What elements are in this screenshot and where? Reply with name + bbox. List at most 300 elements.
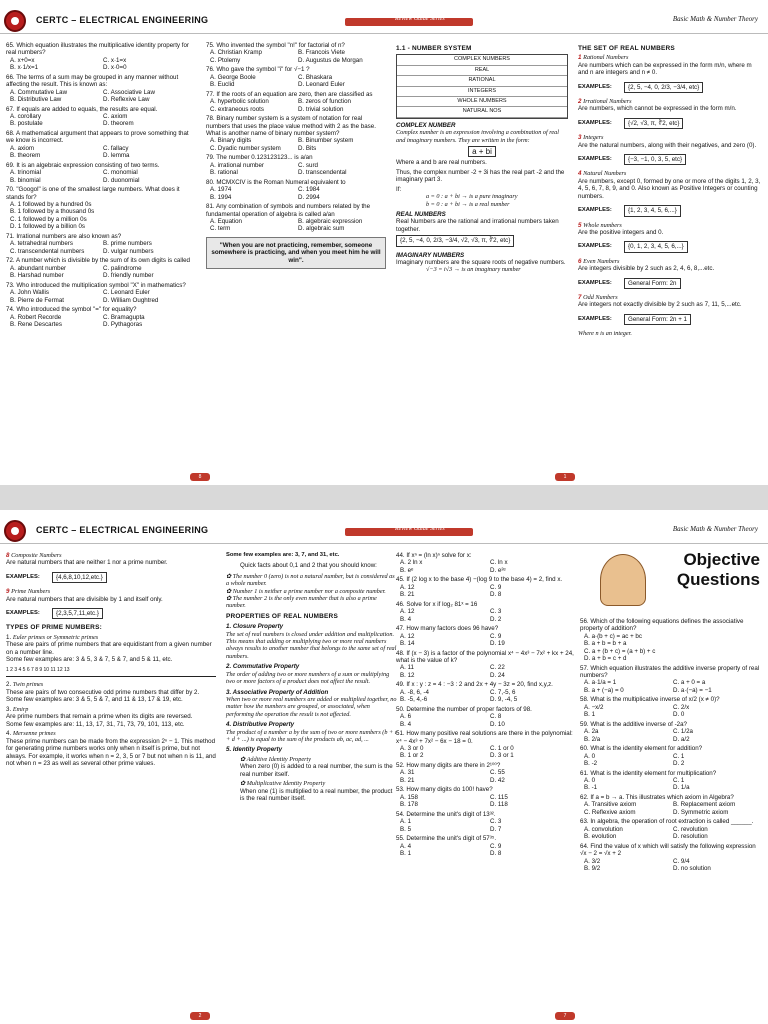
answer-option: B. Pierre de Fermat (10, 296, 64, 304)
set-item-heading (578, 98, 762, 105)
identity-item (240, 756, 398, 778)
answer-option: A. −x/2 (584, 703, 604, 711)
answer-option: A. 4 (400, 842, 412, 850)
real-text: Real Numbers are the rational and irrational numbers taken together. (396, 218, 559, 233)
prime-type-examples: Some few examples are: 3 & 5, 3 & 7, 5 & 7, and 5 & 11, etc. (6, 656, 173, 664)
answer-options (206, 98, 386, 113)
answer-option: C. Leonard Euler (103, 289, 150, 297)
set-item-heading (6, 588, 216, 595)
prime-type-name: Twin primes (12, 681, 44, 689)
question-item (206, 203, 386, 233)
brand-title: CERTC – ELECTRICAL ENGINEERING (36, 525, 209, 535)
answer-option: C. 7,-5, 6 (490, 688, 516, 696)
answer-options (396, 794, 580, 809)
answer-option: C. 9 (490, 583, 502, 591)
answer-options (6, 265, 196, 280)
question-text: 74. Who introduced the symbol "=" for equality? (6, 306, 137, 314)
answer-options (396, 769, 580, 784)
set-item-number: 6 (578, 257, 584, 265)
answer-option: C. 55 (490, 769, 505, 777)
answer-option: A. 0 (584, 752, 596, 760)
prime-type-number: 1. (6, 633, 13, 641)
set-item (6, 552, 216, 585)
answer-option: B. Binumber system (298, 137, 354, 145)
answer-option: D. transcendental (298, 169, 347, 177)
answer-option: A. 1 followed by a hundred 0s (10, 201, 92, 209)
property-item (226, 663, 398, 685)
answer-option: D. 7 (490, 825, 502, 833)
series-label: Review Guide Series (395, 526, 445, 532)
number-system-col (396, 42, 568, 274)
number-system-tree (396, 54, 568, 118)
fact-item: ✿ The number 2 is the only even number that is also a prime number. (226, 595, 377, 610)
answer-option: C. Associative Law (103, 88, 155, 96)
answer-option: A. 31 (400, 769, 415, 777)
answer-option: C. Bhaskara (298, 73, 333, 81)
property-desc: The set of real numbers is closed under addition and multiplication. This means that adding or multiplying two or more real numbers always results to another number that belongs to the same set of real numbers. (226, 630, 397, 660)
answer-option: A. corollary (10, 113, 41, 121)
property-name: 2. Commutative Property (226, 663, 300, 671)
where-note: Where n is an integer. (578, 330, 632, 338)
objective-line2: Questions (676, 570, 760, 589)
question-item (6, 130, 196, 160)
answer-option: B. 21 (400, 591, 415, 599)
answer-option: C. Bramagupta (103, 313, 145, 321)
answer-options (580, 633, 762, 663)
page-header (0, 8, 768, 34)
answer-option: A. 1974 (210, 186, 232, 194)
question-text: 78. Binary number system is a system of notation for real numbers that uses the place value method with 2 as the base. What is another name of binary number system? (206, 115, 376, 138)
set-item-desc: Are integers divisible by 2 such as 2, 4, 6, 8,...etc. (578, 265, 715, 273)
prime-numbers-col (6, 552, 216, 770)
set-item-heading (578, 294, 762, 301)
tree-node: WHOLE NUMBERS (397, 97, 567, 107)
examples-label: EXAMPLES: (578, 243, 612, 250)
answer-option: D. 1 followed by a billion 0s (10, 223, 85, 231)
questions-col-65-74 (6, 42, 196, 331)
section-title: 1.1 - NUMBER SYSTEM (396, 45, 472, 52)
answer-option: B. evolution (584, 833, 617, 841)
series-label: Review Guide Series (395, 16, 445, 22)
question-text: 51. How many positive real solutions are there in the polynomial: x⁴ − 4x³ + 7x² − 6x − 18 = 0. (396, 730, 573, 745)
answer-option: A. 12 (400, 583, 415, 591)
answer-option: D. 10 (490, 720, 505, 728)
answer-option: C. 8 (490, 713, 502, 721)
answer-options (6, 169, 196, 184)
question-text: 58. What is the multiplicative inverse of x/2 (x ≠ 0)? (580, 696, 720, 704)
set-item-name: Composite Numbers (11, 552, 62, 559)
answer-option: A. John Wallis (10, 289, 49, 297)
answer-option: A. Robert Recorde (10, 313, 62, 321)
question-text: 60. What is the identity element for addition? (580, 745, 703, 753)
answer-option: D. lemma (103, 152, 130, 160)
examples-label: EXAMPLES: (578, 83, 612, 90)
identity-name: ✿ Additive Identity Property (240, 755, 311, 763)
certc-logo (4, 10, 26, 32)
answer-option: C. 9 (490, 632, 502, 640)
page-spread-top (0, 0, 768, 485)
answer-option: C. Reflexive axiom (584, 808, 636, 816)
question-item (396, 681, 580, 703)
examples-set: {−3, −1, 0, 3, 5, etc} (624, 154, 686, 165)
answer-option: B. a + (−a) = 0 (584, 686, 624, 694)
real-example: {2, 5, −4, 0, 2/3, −3/4, √2, √3, π, ∛2, etc} (396, 235, 514, 246)
answer-options (396, 745, 580, 760)
if-line: a = 0 : a + bi → is a pure imaginary (426, 193, 518, 201)
examples-row (578, 239, 762, 254)
question-item (6, 306, 196, 328)
prime-type (6, 730, 216, 767)
set-item-name: Natural Numbers (583, 170, 627, 178)
page-number-left: 2 (190, 1012, 210, 1020)
brand-title: CERTC – ELECTRICAL ENGINEERING (36, 15, 209, 25)
prime-type-name: Emirp (12, 705, 29, 713)
answer-options (396, 689, 580, 704)
examples-set: {√2, √3, π, ∛2, etc} (624, 118, 683, 129)
answer-option: B. 1994 (210, 193, 232, 201)
answer-option: A. 3 or 0 (400, 745, 424, 753)
answer-options (396, 713, 580, 728)
examples-label: EXAMPLES: (6, 573, 40, 580)
question-text: 65. Which equation illustrates the multiplicative identity property for real numbers? (6, 42, 189, 57)
answer-option: D. vulgar numbers (103, 247, 154, 255)
question-item (396, 762, 580, 784)
answer-options (6, 145, 196, 160)
examples-label: EXAMPLES: (578, 279, 612, 286)
answer-option: A. Commutative Law (10, 88, 68, 96)
if-label: If: (396, 185, 402, 193)
answer-option: A. axiom (10, 144, 35, 152)
prime-type-desc: These prime numbers can be made from the expression 2ⁿ − 1. This method for generating prime numbers works only when n itself is prime, but not always. For example, it works when n = 2, 3, 5 or 7 but not when n is 11, and not when n = 23 as well as several other prime values. (6, 737, 216, 767)
answer-option: D. 118 (490, 801, 508, 809)
answer-option: B. 21 (400, 776, 415, 784)
prime-type-desc: These are pairs of prime numbers that are equidistant from a given number on a number line. (6, 641, 212, 656)
question-item (6, 233, 196, 255)
answer-option: B. Harshad number (10, 272, 64, 280)
answer-options (206, 218, 386, 233)
answer-option: A. trinomial (10, 169, 41, 177)
questions-col-44-55 (396, 552, 580, 860)
answer-option: B. 5 (400, 825, 412, 833)
answer-options (206, 137, 386, 152)
set-item-name: Whole numbers (583, 221, 622, 229)
tree-node: NATURAL NOS (397, 107, 567, 117)
answer-option: D. Augustus de Morgan (298, 56, 363, 64)
answer-options (396, 818, 580, 833)
property-desc: When two or more real numbers are added or multiplied together, no matter how the numbers are grouped, or associated, when performing the operation the result is not affected. (226, 695, 397, 718)
answer-option: C. 2/x (673, 703, 690, 711)
answer-option: C. fallacy (103, 144, 129, 152)
answer-option: C. 3 (490, 818, 502, 826)
answer-options (6, 113, 196, 128)
set-item-heading (578, 54, 762, 61)
question-item (396, 601, 580, 623)
answer-option: D. duonomial (103, 176, 140, 184)
answer-option: C. transcendental numbers (10, 247, 85, 255)
answer-option: D. 8 (490, 850, 502, 858)
answer-option: B. x·1/x=1 (10, 64, 39, 72)
tree-node: RATIONAL (397, 76, 567, 86)
question-text: 61. What is the identity element for multiplication? (580, 769, 717, 777)
answer-option: A. convolution (584, 825, 623, 833)
imag-title: IMAGINARY NUMBERS (396, 251, 465, 259)
answer-option: C. 1 (673, 752, 685, 760)
series-bar (345, 528, 473, 536)
answer-option: B. -2 (584, 760, 598, 768)
prime-type-heading (6, 634, 216, 641)
question-item (206, 91, 386, 113)
set-item-desc: Are natural numbers that are divisible by 1 and itself only. (6, 595, 163, 603)
property-name: 1. Closure Property (226, 623, 284, 631)
certc-logo (4, 520, 26, 542)
answer-options (206, 74, 386, 89)
question-text: 59. What is the additive inverse of -2a? (580, 720, 687, 728)
answer-option: A. George Boole (210, 73, 256, 81)
page-header (0, 518, 768, 544)
questions-col-56-64 (580, 618, 762, 875)
answer-option: C. Dyadic number system (210, 144, 281, 152)
answer-option: D. resolution (673, 833, 708, 841)
answer-option: B. -5, 4,-6 (400, 696, 428, 704)
prime-type-heading (6, 681, 216, 688)
examples-label: EXAMPLES: (578, 207, 612, 214)
identity-desc: When one (1) is multiplied to a real number, the product is the real number itself. (240, 787, 393, 803)
set-item-name: Rational Numbers (583, 54, 629, 62)
answer-option: B. 9/2 (584, 865, 601, 873)
answer-option: B. 14 (400, 640, 415, 648)
answer-option: B. algebraic expression (298, 218, 363, 226)
question-item (396, 650, 580, 680)
set-item-name: Odd Numbers (583, 293, 618, 301)
set-item-heading (578, 134, 762, 141)
question-item (396, 835, 580, 857)
question-text: 52. How many digits are there in 2¹⁰⁰? (396, 762, 501, 770)
answer-option: C. monomial (103, 169, 138, 177)
set-item-heading (578, 258, 762, 265)
question-text: 44. If xⁿ = (ln x)ⁿ solve for x: (396, 552, 472, 559)
question-text: 75. Who invented the symbol "n!" for factorial of n? (206, 42, 345, 49)
answer-option: A. 158 (400, 793, 418, 801)
question-item (6, 74, 196, 104)
question-item (580, 696, 762, 718)
answer-option: B. postulate (10, 120, 43, 128)
answer-option: A. -8, 6, -4 (400, 688, 429, 696)
examples-set: {1, 2, 3, 4, 5, 6,...} (624, 205, 681, 216)
property-item (226, 746, 398, 753)
examples-row (578, 276, 762, 291)
motivational-quote: "When you are not practicing, remember, someone somewhere is practicing, and when you meet him he will win". (206, 237, 386, 269)
set-item (578, 98, 762, 131)
answer-options (396, 633, 580, 648)
answer-option: D. 0 (673, 711, 685, 719)
set-item (6, 588, 216, 621)
answer-option: D. x·0=0 (103, 64, 127, 72)
question-item (396, 811, 580, 833)
answer-option: D. Reflexive Law (103, 96, 150, 104)
answer-option: D. 3 or 1 (490, 752, 514, 760)
answer-option: B. prime numbers (103, 240, 152, 248)
answer-option: C. 9/4 (673, 857, 690, 865)
answer-option: D. trivial solution (298, 105, 344, 113)
set-item (578, 258, 762, 291)
answer-option: A. a·1/a = 1 (584, 679, 617, 687)
answer-option: A. hyperbolic solution (210, 98, 269, 106)
property-name: 5. Identity Property (226, 746, 283, 754)
answer-option: B. 1 (400, 850, 412, 858)
complex-title: COMPLEX NUMBER (396, 121, 456, 129)
prime-type-number: 4. (6, 730, 13, 738)
answer-option: D. no solution (673, 865, 711, 873)
complex-where: Where a and b are real numbers. (396, 159, 487, 167)
answer-option: B. Euclid (210, 81, 235, 89)
fact-item: ✿ The number 0 (zero) is not a natural number, but is considered as a whole number. (226, 572, 395, 588)
answer-option: A. a·(b + c) = ac + bc (584, 632, 642, 640)
answer-option: C. Ptolemy (210, 56, 241, 64)
answer-option: D. algebraic sum (298, 225, 345, 233)
answer-option: C. 1984 (298, 186, 320, 194)
prime-type (6, 681, 216, 703)
answer-option: B. binomial (10, 176, 41, 184)
types-title: TYPES OF PRIME NUMBERS: (6, 624, 102, 632)
set-item-number: 4 (578, 170, 584, 178)
examples-row (578, 152, 762, 167)
answer-option: C. 1/2a (673, 728, 693, 736)
property-name: 3. Associative Property of Addition (226, 688, 329, 696)
topic-label: Basic Math & Number Theory (672, 525, 758, 533)
examples-intro: Some few examples are: 3, 7, and 31, etc. (226, 552, 340, 558)
set-item (578, 134, 762, 167)
answer-option: C. revolution (673, 825, 708, 833)
question-text: 79. The number 0.123123123... is a/an (206, 154, 313, 162)
property-name: 4. Distributive Property (226, 721, 295, 729)
examples-label: EXAMPLES: (6, 610, 40, 617)
answer-option: A. Christian Kramp (210, 49, 262, 57)
question-text: 53. How many digits do 100! have? (396, 786, 493, 794)
answer-option: C. extraneous roots (210, 105, 264, 113)
question-item (6, 257, 196, 279)
question-text: 69. It is an algebraic expression consisting of two terms. (6, 161, 160, 169)
question-item (396, 706, 580, 728)
question-item (6, 106, 196, 128)
page-number-left: 8 (190, 473, 210, 481)
objective-questions-banner (600, 550, 760, 610)
answer-options (580, 801, 762, 816)
answer-option: A. 12 (400, 608, 415, 616)
page-spread-bottom (0, 510, 768, 1024)
identity-item (240, 780, 398, 802)
real-numbers-set-col (578, 42, 762, 338)
answer-option: C. 22 (490, 664, 505, 672)
answer-option: C. a + (b + c) = (a + b) + c (584, 647, 656, 655)
question-text: 62. If a = b → a. This illustrates which axiom in Algebra? (580, 794, 734, 802)
answer-option: B. 4 (400, 720, 412, 728)
answer-option: C. term (210, 225, 231, 233)
property-item (226, 721, 398, 743)
answer-options (580, 679, 762, 694)
page-number-right: 1 (555, 473, 575, 481)
examples-row (578, 203, 762, 218)
answer-options (580, 704, 762, 719)
question-item (580, 618, 762, 662)
page-number-right: 7 (555, 1012, 575, 1020)
question-item (396, 786, 580, 808)
set-item (578, 222, 762, 255)
answer-option: B. Distributive Law (10, 96, 62, 104)
real-title: REAL NUMBERS (396, 210, 446, 218)
answer-options (6, 89, 196, 104)
complex-text: Complex number is an expression involving a combination of real and imaginary numbers. They are written in the form: (396, 129, 559, 144)
question-item (206, 66, 386, 88)
answer-option: D. 9, -4, 5 (490, 696, 518, 704)
tree-node: COMPLEX NUMBERS (397, 55, 567, 65)
question-text: 67. If equals are added to equals, the results are equal. (6, 105, 158, 113)
question-item (396, 552, 580, 574)
question-item (580, 721, 762, 743)
answer-option: D. 2 (673, 760, 685, 768)
set-item (578, 294, 762, 327)
answer-option: D. Symmetric axiom (673, 808, 729, 816)
question-text: 66. The terms of a sum may be grouped in any manner without affecting the result. This is known as: (6, 73, 179, 89)
answer-option: D. 19 (490, 640, 505, 648)
tree-node: INTEGERS (397, 87, 567, 97)
question-item (6, 282, 196, 304)
answer-option: D. a + b = c + d (584, 655, 627, 663)
set-item-desc: Are numbers which can be expressed in the form m/n, where m and n are integers and n ≠ 0. (578, 61, 752, 77)
answer-option: C. ln x (490, 559, 508, 567)
quick-facts: Quick facts about 0,1 and 2 that you should know: (240, 562, 377, 570)
set-item-heading (6, 552, 216, 559)
examples-row (578, 312, 762, 327)
set-item-desc: Are numbers, except 0, formed by one or more of the digits 1, 2, 3, 4, 5, 6, 7, 8, 9, and 0. Also known as Positive Integers or counting numbers. (578, 177, 761, 200)
question-text: 64. Find the value of x which will satisfy the following expression √x − 2 = √x + 2 (580, 842, 756, 858)
set-item-number: 9 (6, 588, 12, 596)
set-item-name: Irrational Numbers (583, 98, 632, 106)
answer-option: A. 1 (400, 818, 412, 826)
answer-options (580, 826, 762, 841)
set-item-number: 7 (578, 293, 584, 301)
prime-type (6, 634, 216, 678)
answer-options (396, 664, 580, 679)
answer-option: C. a + 0 = a (673, 679, 706, 687)
set-item-name: Even Numbers (583, 257, 620, 265)
question-item (580, 843, 762, 873)
answer-options (580, 858, 762, 873)
answer-option: A. irrational number (210, 161, 264, 169)
answer-option: D. 24 (490, 671, 505, 679)
answer-option: A. 11 (400, 664, 414, 672)
question-text: 72. A number which is divisible by the sum of its own digits is called (6, 257, 190, 265)
answer-option: C. 9 (490, 842, 502, 850)
set-item-name: Prime Numbers (11, 588, 51, 596)
answer-option: C. x·1=x (103, 56, 127, 64)
answer-option: A. 6 (400, 713, 412, 721)
question-item (396, 576, 580, 598)
set-item-name: Integers (583, 134, 604, 142)
examples-row (578, 116, 762, 131)
set-item-desc: Are the positive integers and 0. (578, 228, 664, 236)
answer-option: B. 4 (400, 615, 412, 623)
objective-line1: Objective (683, 550, 760, 569)
answer-options (6, 240, 196, 255)
set-item-number: 2 (578, 98, 584, 106)
set-item-heading (578, 170, 762, 177)
prime-type-number: 3. (6, 705, 13, 713)
set-item-heading (578, 222, 762, 229)
answer-option: D. friendly number (103, 272, 154, 280)
answer-option: D. Pythagoras (103, 320, 143, 328)
property-item (226, 689, 398, 719)
answer-option: A. Binary digits (210, 137, 252, 145)
